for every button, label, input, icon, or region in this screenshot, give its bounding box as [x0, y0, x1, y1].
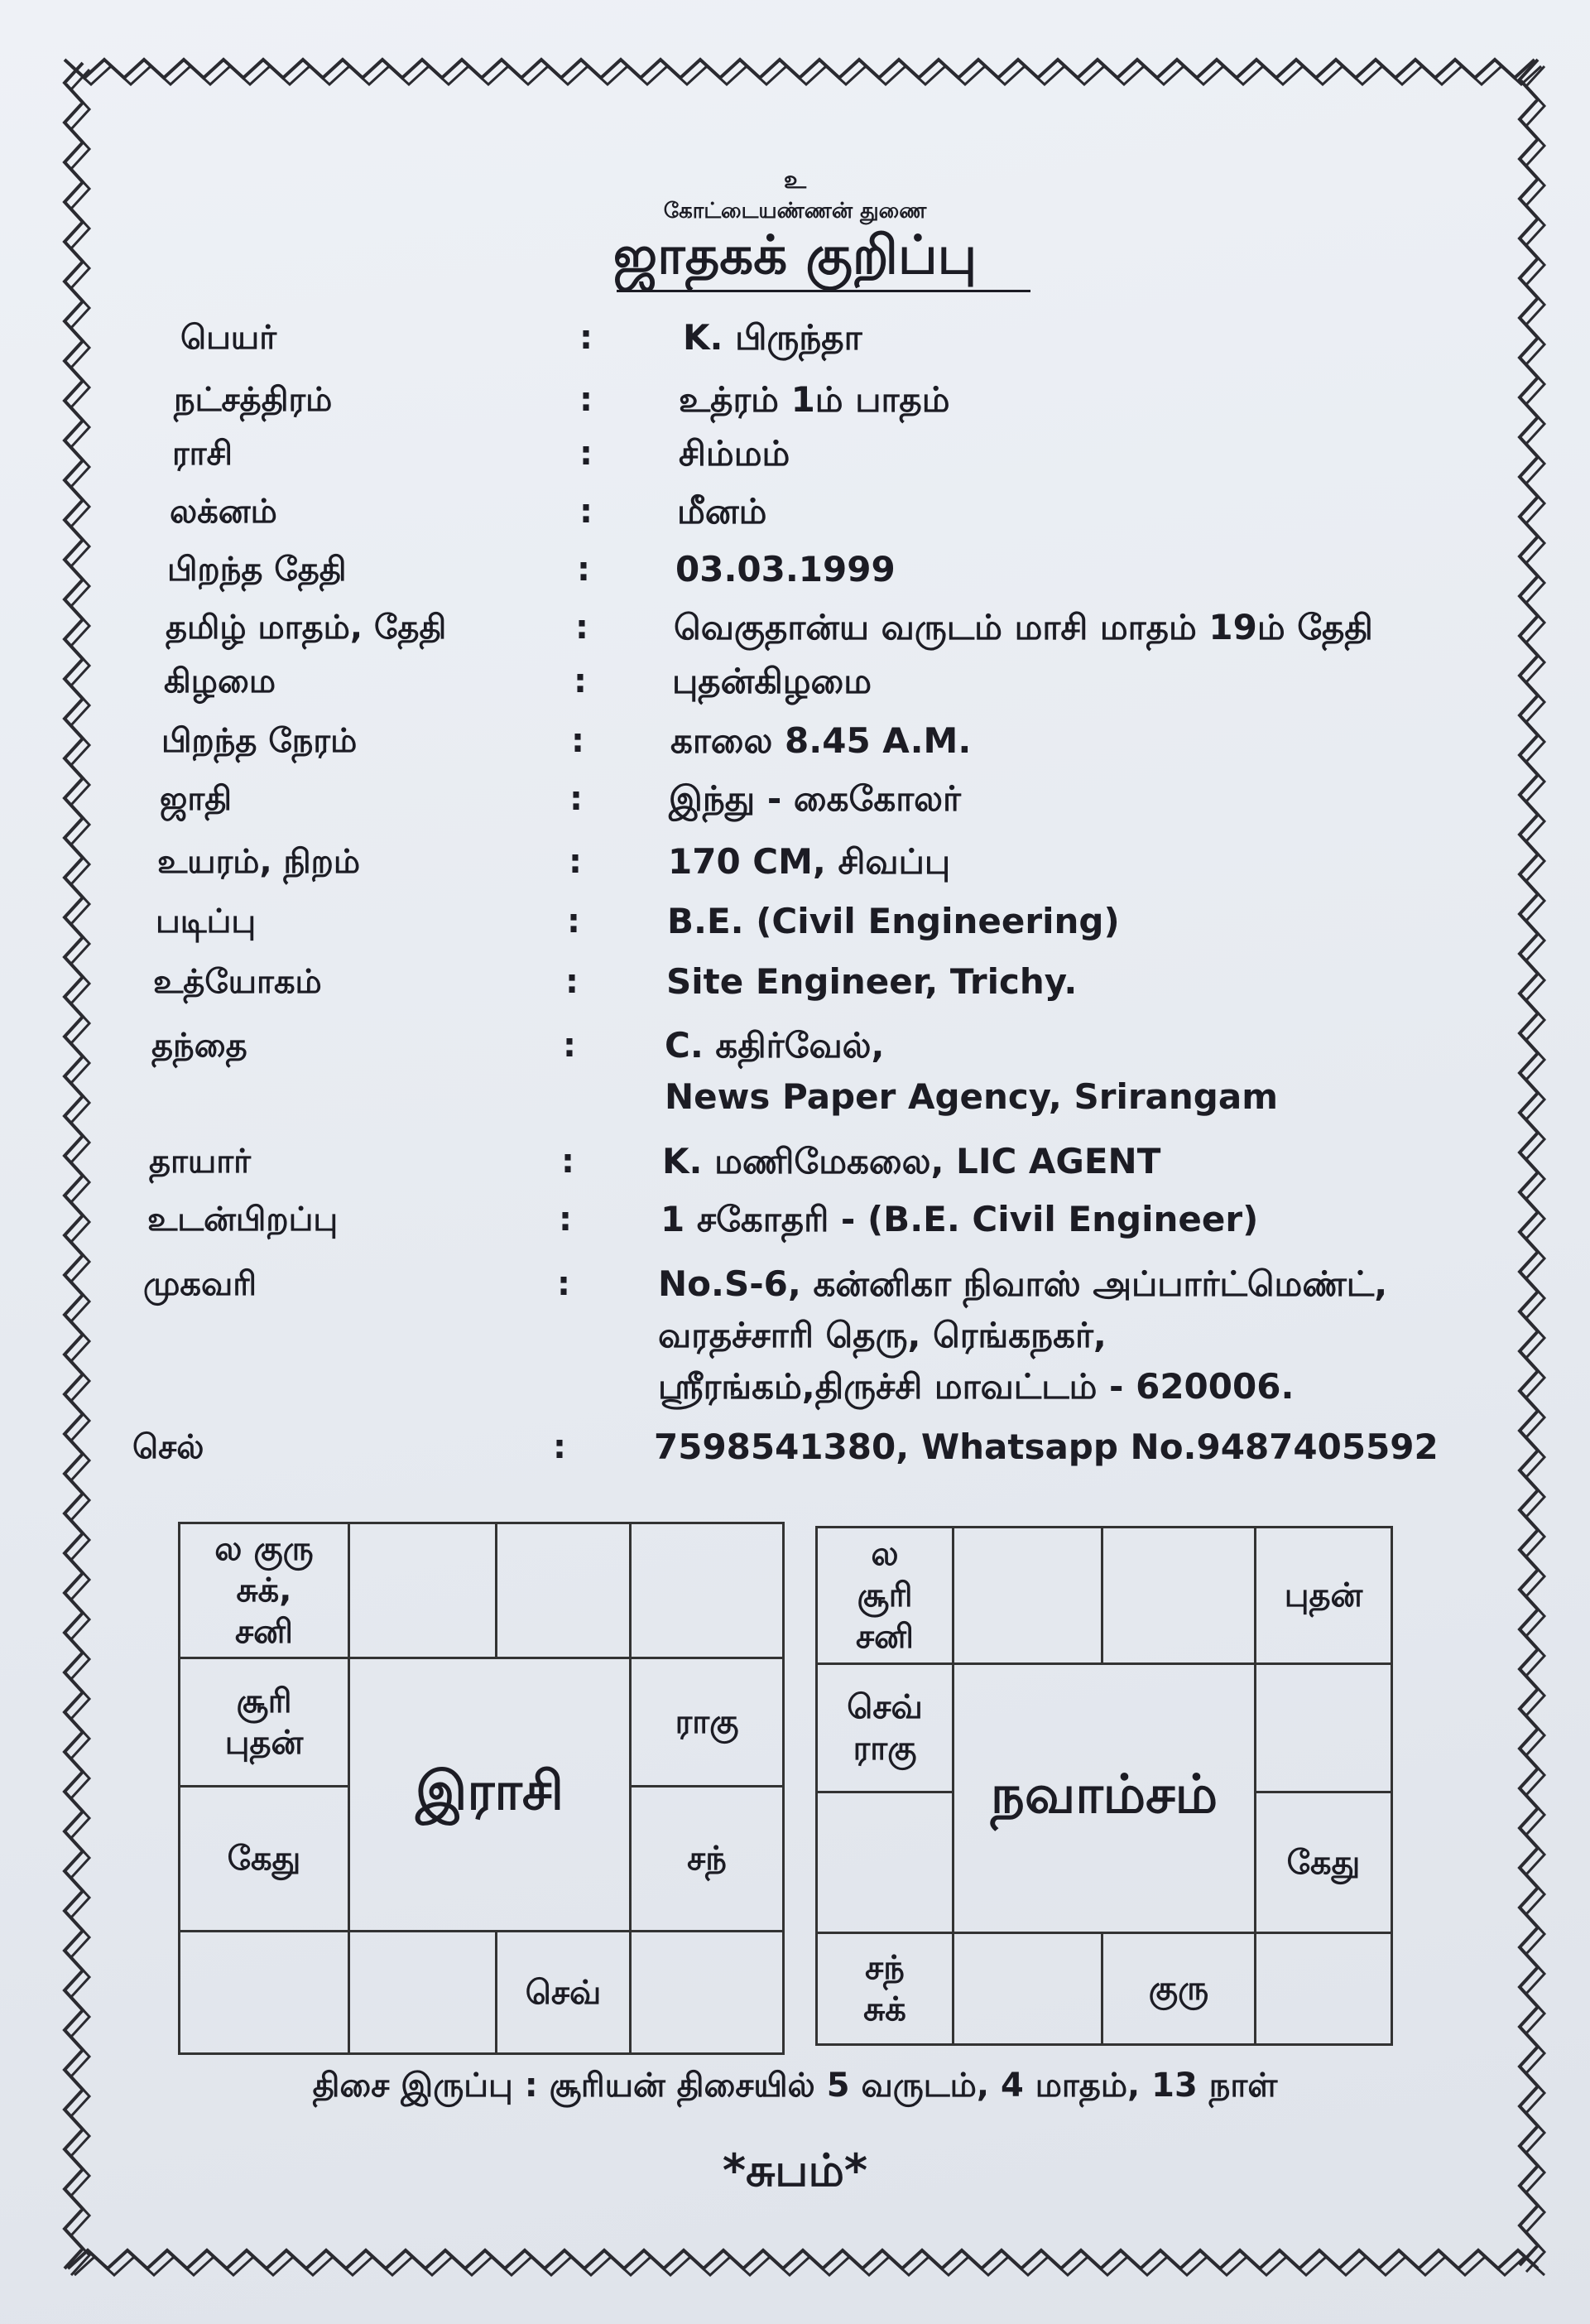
- chart-house: [348, 1522, 497, 1659]
- chart-house: [1101, 1526, 1256, 1665]
- chart-house: [1254, 1662, 1393, 1793]
- chart-house: சந்: [629, 1785, 785, 1932]
- detail-value: 1 சகோதரி - (B.E. Civil Engineer): [660, 1199, 1259, 1239]
- detail-colon: :: [557, 1265, 570, 1303]
- detail-value: K. மணிமேகலை, LIC AGENT: [662, 1141, 1161, 1181]
- detail-row: [0, 551, 1590, 609]
- chart-title: இராசி: [348, 1657, 632, 1932]
- chart-house: செவ்: [495, 1930, 632, 2055]
- detail-value: ஸ்ரீரங்கம்,திருச்சி மாவட்டம் - 620006.: [658, 1366, 1295, 1407]
- chart-house: [629, 1522, 785, 1659]
- detail-colon: :: [563, 1027, 576, 1065]
- detail-row: [0, 662, 1590, 720]
- detail-label: தமிழ் மாதம், தேதி: [166, 609, 447, 647]
- chart-house: செவ் ராகு: [815, 1662, 954, 1793]
- title-underline: [617, 290, 1030, 292]
- dasa-balance: திசை இருப்பு : சூரியன் திசையில் 5 வருடம், 4 மாதம், 13 நாள்: [312, 2067, 1278, 2105]
- header-blessing: கோட்டையண்ணன் துணை: [663, 199, 927, 224]
- detail-value: 7598541380, Whatsapp No.9487405592: [654, 1427, 1439, 1467]
- detail-colon: :: [574, 662, 587, 700]
- detail-colon: :: [565, 963, 579, 1001]
- detail-colon: :: [571, 722, 584, 760]
- detail-row: [0, 843, 1590, 901]
- detail-colon: :: [579, 381, 593, 419]
- detail-value: காலை 8.45 A.M.: [670, 720, 972, 761]
- chart-house: ல குரு சுக், சனி: [178, 1522, 350, 1659]
- detail-value: 03.03.1999: [675, 549, 896, 589]
- detail-colon: :: [561, 1143, 574, 1181]
- header-symbol: உ: [783, 166, 807, 195]
- chart-house: [1254, 1932, 1393, 2046]
- detail-row: [0, 435, 1590, 493]
- detail-value: மீனம்: [677, 491, 767, 532]
- detail-value: B.E. (Civil Engineering): [667, 901, 1120, 941]
- chart-house: சூரி புதன்: [178, 1657, 350, 1788]
- detail-label: உயரம், நிறம்: [157, 843, 361, 881]
- chart-house: [952, 1932, 1103, 2046]
- chart-house: குரு: [1101, 1932, 1256, 2046]
- chart-house: [629, 1930, 785, 2055]
- detail-value: வெகுதான்ய வருடம் மாசி மாதம் 19ம் தேதி: [674, 607, 1373, 647]
- detail-row: [0, 493, 1590, 551]
- detail-label: பிறந்த நேரம்: [161, 722, 358, 760]
- detail-label: பிறந்த தேதி: [167, 551, 347, 589]
- detail-colon: :: [553, 1428, 566, 1466]
- detail-value: இந்து - கைகோலர்: [669, 778, 961, 819]
- detail-colon: :: [559, 1200, 572, 1239]
- detail-colon: :: [575, 609, 588, 647]
- subam-footer: *சுபம்*: [722, 2144, 868, 2196]
- detail-colon: :: [569, 780, 583, 818]
- detail-label: தந்தை: [151, 1027, 247, 1065]
- chart-house: [495, 1522, 632, 1659]
- detail-label: ஜாதி: [160, 780, 233, 818]
- detail-label: செல்: [132, 1428, 204, 1466]
- chart-title: நவாம்சம்: [952, 1662, 1256, 1934]
- detail-row: [0, 902, 1590, 960]
- detail-label: உடன்பிறப்பு: [147, 1200, 339, 1239]
- detail-colon: :: [577, 551, 590, 589]
- detail-row: [0, 1200, 1590, 1258]
- chart-house: புதன்: [1254, 1526, 1393, 1665]
- detail-colon: :: [567, 902, 580, 941]
- detail-row: [0, 1428, 1590, 1486]
- detail-label: பெயர்: [180, 319, 277, 357]
- chart-house: [348, 1930, 497, 2055]
- detail-value: C. கதிர்வேல்,: [665, 1025, 885, 1066]
- rasi-chart: [178, 1522, 782, 2052]
- detail-row: [0, 722, 1590, 780]
- detail-value: Site Engineer, Trichy.: [666, 961, 1078, 1002]
- detail-row: [0, 1263, 1590, 1407]
- detail-colon: :: [579, 493, 593, 531]
- detail-value: சிம்மம்: [679, 433, 790, 474]
- chart-house: [952, 1526, 1103, 1665]
- detail-row: [0, 963, 1590, 1021]
- chart-house: ராகு: [629, 1657, 785, 1788]
- detail-row: [0, 780, 1590, 838]
- detail-label: கிழமை: [164, 662, 276, 700]
- page-title: ஜாதகக் குறிப்பு: [612, 225, 978, 286]
- detail-value: உத்ரம் 1ம் பாதம்: [679, 379, 950, 420]
- chart-house: சந் சுக்: [815, 1932, 954, 2046]
- detail-label: படிப்பு: [156, 902, 257, 941]
- detail-value: வரதச்சாரி தெரு, ரெங்கநகர்,: [658, 1315, 1107, 1355]
- detail-value: K. பிருந்தா: [683, 317, 862, 358]
- chart-house: [178, 1930, 350, 2055]
- chart-house: கேது: [178, 1785, 350, 1932]
- detail-label: முகவரி: [143, 1265, 257, 1303]
- detail-row: [0, 381, 1590, 439]
- detail-row: [0, 319, 1590, 377]
- chart-house: [815, 1791, 954, 1934]
- detail-row: [0, 1025, 1590, 1117]
- navamsam-chart: [815, 1526, 1391, 2043]
- detail-label: உத்யோகம்: [153, 963, 322, 1001]
- detail-label: லக்னம்: [170, 493, 277, 531]
- detail-label: தாயார்: [149, 1143, 252, 1181]
- detail-colon: :: [569, 843, 582, 881]
- detail-label: ராசி: [172, 435, 233, 473]
- border-zigzag-inner: [74, 2257, 1544, 2275]
- detail-label: நட்சத்திரம்: [174, 381, 333, 419]
- detail-value: புதன்கிழமை: [672, 661, 872, 701]
- detail-value: No.S-6, கன்னிகா நிவாஸ் அப்பார்ட்மெண்ட்,: [658, 1263, 1388, 1304]
- detail-row: [0, 1143, 1590, 1200]
- detail-value: 170 CM, சிவப்பு: [668, 841, 951, 882]
- chart-house: ல சூரி சனி: [815, 1526, 954, 1665]
- detail-value: News Paper Agency, Srirangam: [665, 1076, 1278, 1117]
- detail-colon: :: [579, 319, 593, 357]
- chart-house: கேது: [1254, 1791, 1393, 1934]
- detail-colon: :: [579, 435, 593, 473]
